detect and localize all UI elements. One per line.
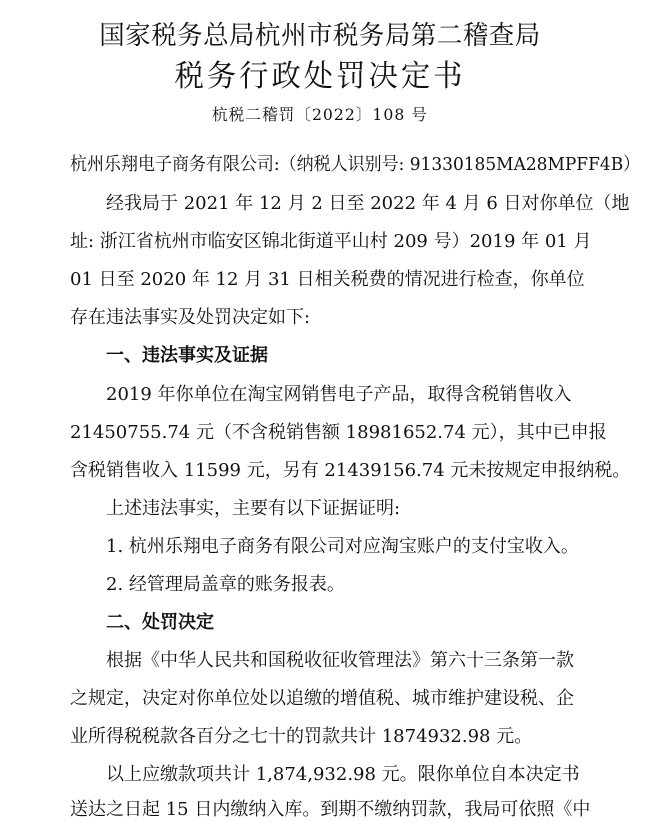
decision-line-1: 根据《中华人民共和国税收征收管理法》第六十三条第一款 (106, 650, 574, 671)
issuing-agency: 国家税务总局杭州市税务局第二稽查局 (99, 21, 541, 51)
facts-line-1: 2019 年你单位在淘宝网销售电子产品，取得含税销售收入 (106, 384, 572, 405)
document-number: 杭税二稽罚〔2022〕108 号 (211, 105, 428, 124)
section-1-heading: 一、违法事实及证据 (106, 345, 268, 366)
document-title: 税务行政处罚决定书 (174, 59, 466, 94)
facts-line-3: 含税销售收入 11599 元，另有 21439156.74 元未按规定申报纳税。 (70, 460, 631, 481)
payment-line-2: 送达之日起 15 日内缴纳入库。到期不缴纳罚款，我局可依照《中 (70, 799, 591, 820)
evidence-item-2: 2. 经管理局盖章的账务报表。 (106, 574, 345, 595)
intro-line-1: 经我局于 2021 年 12 月 2 日至 2022 年 4 月 6 日对你单位（地 (106, 193, 630, 214)
decision-line-3: 业所得税税款各百分之七十的罚款共计 1874932.98 元。 (70, 726, 533, 747)
decision-line-2: 之规定，决定对你单位处以追缴的增值税、城市维护建设税、企 (70, 688, 574, 709)
intro-line-3: 01 日至 2020 年 12 月 31 日相关税费的情况进行检查，你单位 (70, 269, 585, 290)
intro-line-2: 址: 浙江省杭州市临安区锦北街道平山村 209 号）2019 年 01 月 (70, 231, 592, 252)
section-2-heading: 二、处罚决定 (106, 612, 214, 633)
intro-line-4: 存在违法事实及处罚决定如下: (70, 307, 311, 328)
evidence-intro: 上述违法事实，主要有以下证据证明: (106, 498, 401, 519)
facts-line-2: 21450755.74 元（不含税销售额 18981652.74 元），其中已申报 (70, 422, 607, 443)
evidence-item-1: 1. 杭州乐翔电子商务有限公司对应淘宝账户的支付宝收入。 (106, 536, 579, 557)
payment-line-1: 以上应缴款项共计 1,874,932.98 元。限你单位自本决定书 (106, 764, 580, 785)
addressee: 杭州乐翔电子商务有限公司:（纳税人识别号: 91330185MA28MPFF4B） (70, 154, 641, 175)
